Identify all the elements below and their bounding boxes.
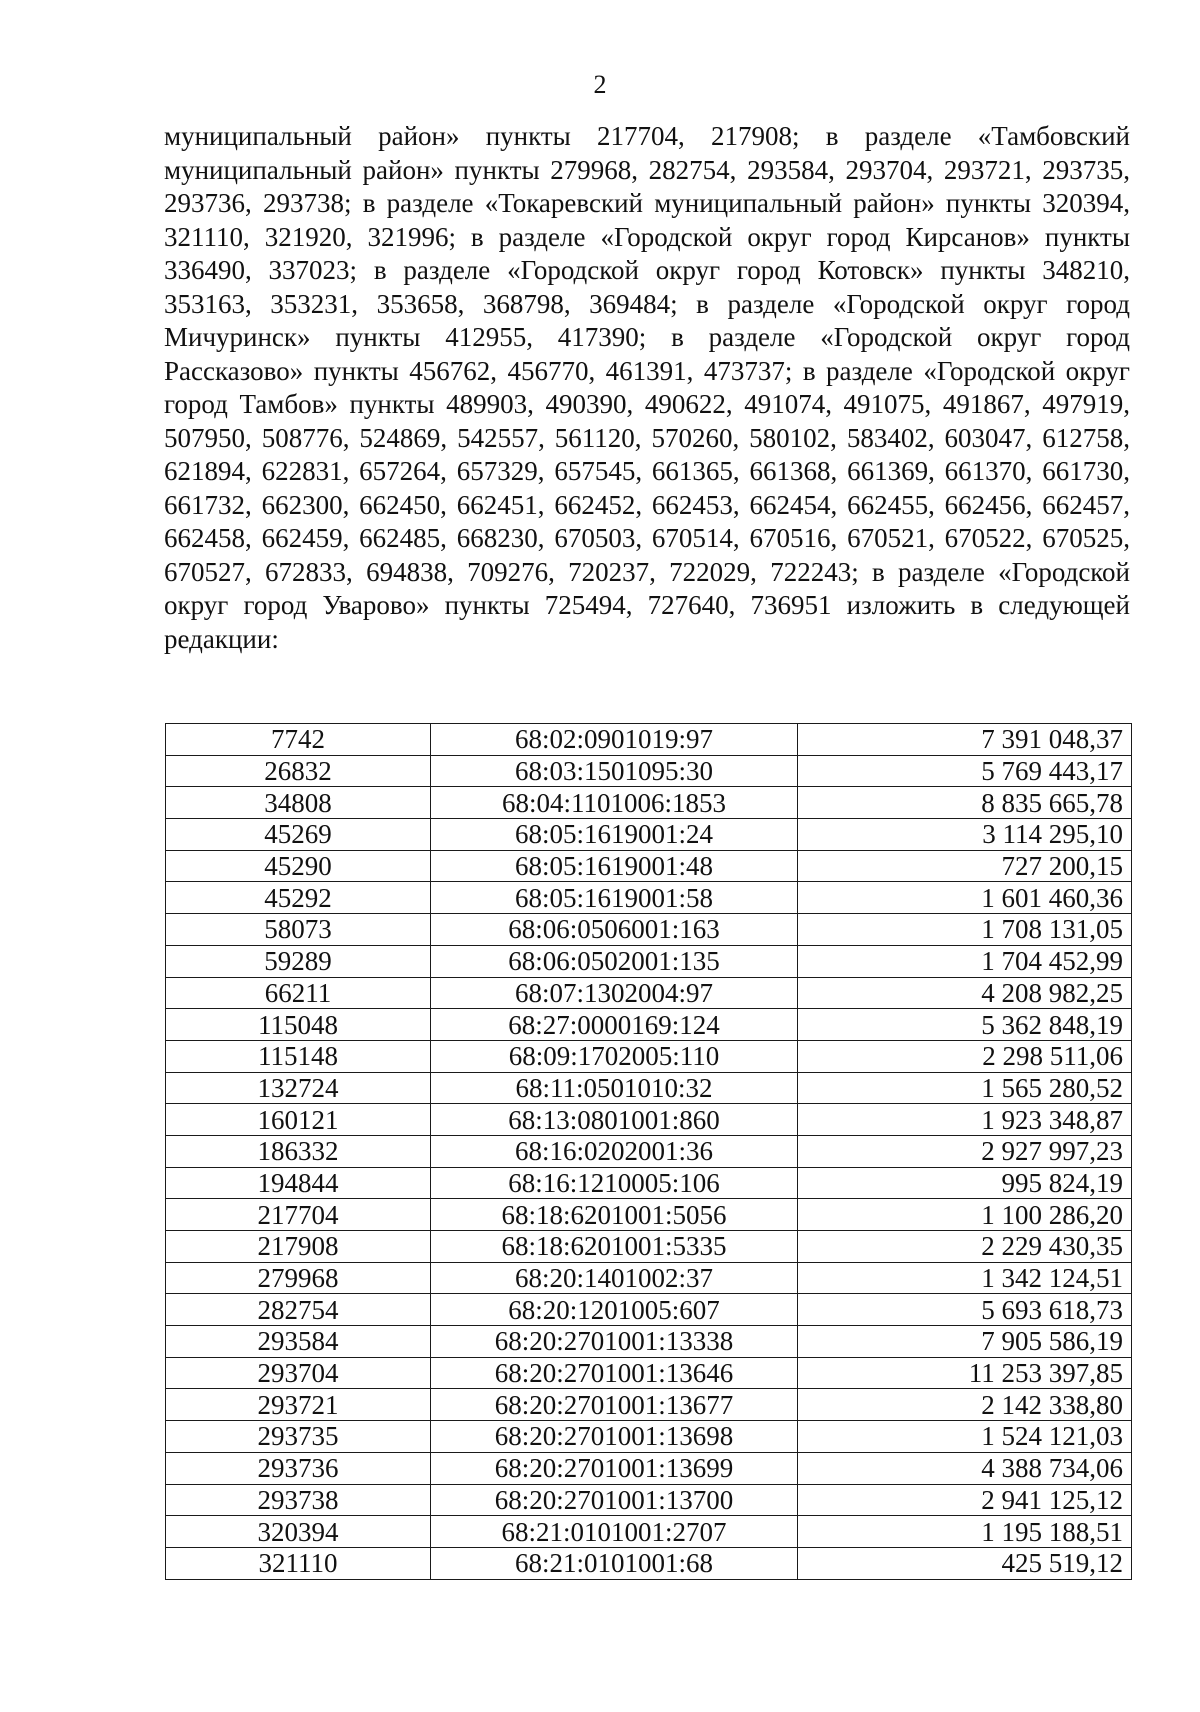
item-number-cell: 45292	[166, 882, 431, 914]
item-number-cell: 293735	[166, 1421, 431, 1453]
item-number-cell: 26832	[166, 755, 431, 787]
item-number-cell: 160121	[166, 1104, 431, 1136]
cadastral-value-cell: 2 927 997,23	[798, 1135, 1132, 1167]
table-row	[166, 945, 1132, 977]
table-row	[166, 1452, 1132, 1484]
cadastral-number-cell: 68:03:1501095:30	[431, 755, 798, 787]
cadastral-number-cell: 68:21:0101001:68	[431, 1547, 798, 1579]
cadastral-number-cell: 68:02:0901019:97	[431, 724, 798, 756]
table-row	[166, 1231, 1132, 1263]
cadastral-value-cell: 4 208 982,25	[798, 977, 1132, 1009]
cadastral-value-cell: 1 524 121,03	[798, 1421, 1132, 1453]
table-row	[166, 1104, 1132, 1136]
cadastral-value-cell: 1 708 131,05	[798, 914, 1132, 946]
item-number-cell: 115148	[166, 1040, 431, 1072]
table-row	[166, 1040, 1132, 1072]
table-row	[166, 755, 1132, 787]
table-row	[166, 914, 1132, 946]
table-row	[166, 1484, 1132, 1516]
table-row	[166, 1294, 1132, 1326]
cadastral-number-cell: 68:05:1619001:24	[431, 819, 798, 851]
item-number-cell: 115048	[166, 1009, 431, 1041]
item-number-cell: 279968	[166, 1262, 431, 1294]
cadastral-number-cell: 68:04:1101006:1853	[431, 787, 798, 819]
cadastral-number-cell: 68:18:6201001:5056	[431, 1199, 798, 1231]
table-row	[166, 1326, 1132, 1358]
cadastral-value-cell: 5 362 848,19	[798, 1009, 1132, 1041]
table-row	[166, 1389, 1132, 1421]
table-row	[166, 1009, 1132, 1041]
cadastral-value-cell: 5 769 443,17	[798, 755, 1132, 787]
table-row	[166, 1135, 1132, 1167]
cadastral-value-cell: 1 704 452,99	[798, 945, 1132, 977]
cadastral-value-cell: 7 905 586,19	[798, 1326, 1132, 1358]
table-row	[166, 1547, 1132, 1579]
cadastral-value-cell: 3 114 295,10	[798, 819, 1132, 851]
cadastral-value-cell: 425 519,12	[798, 1547, 1132, 1579]
cadastral-value-table	[165, 723, 1132, 1580]
cadastral-number-cell: 68:06:0502001:135	[431, 945, 798, 977]
cadastral-number-cell: 68:20:1401002:37	[431, 1262, 798, 1294]
item-number-cell: 66211	[166, 977, 431, 1009]
cadastral-value-cell: 727 200,15	[798, 850, 1132, 882]
cadastral-value-cell: 1 100 286,20	[798, 1199, 1132, 1231]
body-paragraph: муниципальный район» пункты 217704, 217908; в разделе «Тамбовский муниципальный район» пункты 279968, 282754, 293584, 293704, 293721, 293735, 293736, 293738; в разделе «Токаревский муниципальный район» пункты 320394, 321110, 321920, 321996; в разделе «Городской округ город Кирсанов» пункты 336490, 337023; в разделе «Городской округ город Котовск» пункты 348210, 353163, 353231, 353658, 368798, 369484; в разделе «Городской округ город Мичуринск» пункты 412955, 417390; в разделе «Городской округ город Рассказово» пункты 456762, 456770, 461391, 473737; в разделе «Городской округ город Тамбов» пункты 489903, 490390, 490622, 491074, 491075, 491867, 497919, 507950, 508776, 524869, 542557, 561120, 570260, 580102, 583402, 603047, 612758, 621894, 622831, 657264, 657329, 657545, 661365, 661368, 661369, 661370, 661730, 661732, 662300, 662450, 662451, 662452, 662453, 662454, 662455, 662456, 662457, 662458, 662459, 662485, 668230, 670503, 670514, 670516, 670521, 670522, 670525, 670527, 672833, 694838, 709276, 720237, 722029, 722243; в разделе «Городской округ город Уварово» пункты 725494, 727640, 736951 изложить в следующей редакции:	[164, 121, 1130, 654]
table-row	[166, 1072, 1132, 1104]
cadastral-value-cell: 995 824,19	[798, 1167, 1132, 1199]
table-row	[166, 882, 1132, 914]
table-row	[166, 977, 1132, 1009]
cadastral-value-cell: 2 142 338,80	[798, 1389, 1132, 1421]
table-row	[166, 1167, 1132, 1199]
item-number-cell: 132724	[166, 1072, 431, 1104]
cadastral-number-cell: 68:21:0101001:2707	[431, 1516, 798, 1548]
cadastral-value-cell: 1 601 460,36	[798, 882, 1132, 914]
cadastral-number-cell: 68:20:2701001:13700	[431, 1484, 798, 1516]
cadastral-number-cell: 68:27:0000169:124	[431, 1009, 798, 1041]
cadastral-value-cell: 2 298 511,06	[798, 1040, 1132, 1072]
cadastral-number-cell: 68:20:2701001:13646	[431, 1357, 798, 1389]
cadastral-value-cell: 1 342 124,51	[798, 1262, 1132, 1294]
table-row	[166, 850, 1132, 882]
cadastral-number-cell: 68:20:2701001:13338	[431, 1326, 798, 1358]
cadastral-number-cell: 68:20:2701001:13677	[431, 1389, 798, 1421]
cadastral-value-cell: 1 195 188,51	[798, 1516, 1132, 1548]
item-number-cell: 282754	[166, 1294, 431, 1326]
cadastral-value-cell: 1 923 348,87	[798, 1104, 1132, 1136]
table-row	[166, 787, 1132, 819]
cadastral-value-cell: 4 388 734,06	[798, 1452, 1132, 1484]
cadastral-value-cell: 2 229 430,35	[798, 1231, 1132, 1263]
table-row	[166, 819, 1132, 851]
table-row	[166, 724, 1132, 756]
item-number-cell: 45269	[166, 819, 431, 851]
item-number-cell: 293738	[166, 1484, 431, 1516]
cadastral-number-cell: 68:05:1619001:48	[431, 850, 798, 882]
page-number: 2	[593, 70, 607, 99]
cadastral-value-cell: 1 565 280,52	[798, 1072, 1132, 1104]
table-body	[166, 724, 1132, 1580]
item-number-cell: 293721	[166, 1389, 431, 1421]
item-number-cell: 194844	[166, 1167, 431, 1199]
cadastral-number-cell: 68:05:1619001:58	[431, 882, 798, 914]
cadastral-value-cell: 7 391 048,37	[798, 724, 1132, 756]
table-row	[166, 1199, 1132, 1231]
item-number-cell: 34808	[166, 787, 431, 819]
item-number-cell: 321110	[166, 1547, 431, 1579]
table-row	[166, 1357, 1132, 1389]
cadastral-number-cell: 68:09:1702005:110	[431, 1040, 798, 1072]
table-row	[166, 1262, 1132, 1294]
cadastral-value-cell: 11 253 397,85	[798, 1357, 1132, 1389]
item-number-cell: 7742	[166, 724, 431, 756]
item-number-cell: 293584	[166, 1326, 431, 1358]
item-number-cell: 59289	[166, 945, 431, 977]
table-row	[166, 1421, 1132, 1453]
item-number-cell: 293704	[166, 1357, 431, 1389]
cadastral-number-cell: 68:18:6201001:5335	[431, 1231, 798, 1263]
cadastral-number-cell: 68:07:1302004:97	[431, 977, 798, 1009]
cadastral-number-cell: 68:20:2701001:13699	[431, 1452, 798, 1484]
cadastral-number-cell: 68:11:0501010:32	[431, 1072, 798, 1104]
cadastral-value-cell: 2 941 125,12	[798, 1484, 1132, 1516]
table-row	[166, 1516, 1132, 1548]
cadastral-number-cell: 68:16:1210005:106	[431, 1167, 798, 1199]
cadastral-value-cell: 5 693 618,73	[798, 1294, 1132, 1326]
item-number-cell: 186332	[166, 1135, 431, 1167]
cadastral-number-cell: 68:20:2701001:13698	[431, 1421, 798, 1453]
cadastral-number-cell: 68:13:0801001:860	[431, 1104, 798, 1136]
item-number-cell: 320394	[166, 1516, 431, 1548]
cadastral-number-cell: 68:06:0506001:163	[431, 914, 798, 946]
item-number-cell: 58073	[166, 914, 431, 946]
item-number-cell: 217704	[166, 1199, 431, 1231]
item-number-cell: 45290	[166, 850, 431, 882]
cadastral-value-cell: 8 835 665,78	[798, 787, 1132, 819]
cadastral-number-cell: 68:20:1201005:607	[431, 1294, 798, 1326]
cadastral-number-cell: 68:16:0202001:36	[431, 1135, 798, 1167]
item-number-cell: 217908	[166, 1231, 431, 1263]
item-number-cell: 293736	[166, 1452, 431, 1484]
